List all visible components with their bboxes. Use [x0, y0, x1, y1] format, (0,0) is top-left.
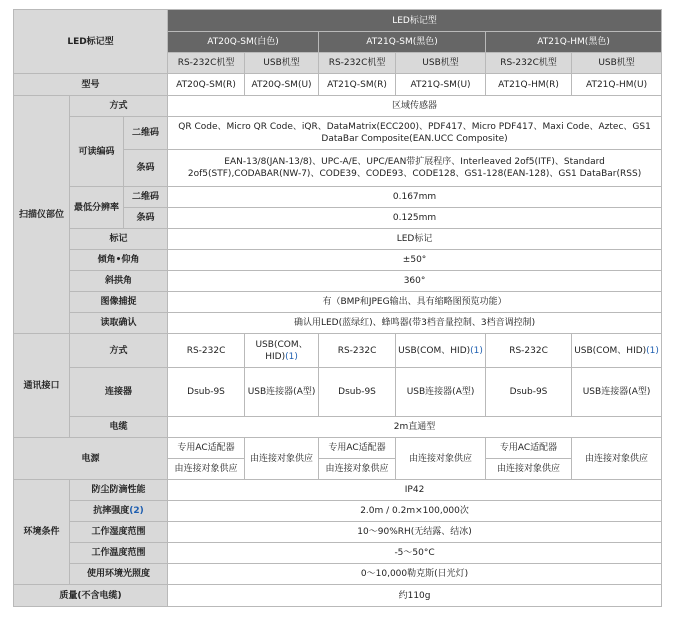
cable-label: 电缆 — [70, 417, 168, 438]
protection-value: IP42 — [168, 480, 662, 501]
model-value: AT20Q-SM(U) — [245, 74, 319, 96]
skew-value: ±50° — [168, 250, 662, 271]
footnote-1: (1) — [646, 345, 659, 356]
marker-value: LED标记 — [168, 229, 662, 250]
temperature-value: -5～50°C — [168, 543, 662, 564]
comm-method-usb — [245, 334, 319, 368]
model-value: AT21Q-SM(R) — [319, 74, 396, 96]
scan-method-value: 区域传感器 — [168, 96, 662, 117]
resolution-label: 最低分辨率 — [70, 187, 124, 229]
comm-method-usb-text: USB(COM、HID) — [398, 345, 471, 356]
env-category: 环境条件 — [14, 480, 70, 585]
subtype-header: USB机型 — [396, 53, 486, 74]
model-header-at21q-hm: AT21Q-HM(黑色) — [486, 32, 662, 53]
connector-usb: USB连接器(A型) — [572, 368, 662, 417]
readable-2d-value: QR Code、Micro QR Code、iQR、DataMatrix(ECC200)、PDF417、Micro PDF417、Maxi Code、Aztec、GS1 DataBar Composite(EAN.UCC Composite) — [168, 117, 662, 150]
humidity-label: 工作湿度范围 — [70, 522, 168, 543]
subtype-header: RS-232C机型 — [319, 53, 396, 74]
resolution-2d-value: 0.167mm — [168, 187, 662, 208]
connector-usb: USB连接器(A型) — [396, 368, 486, 417]
comm-method-usb — [396, 334, 486, 368]
comm-method-usb — [572, 334, 662, 368]
power-label: 电源 — [14, 438, 168, 480]
readable-2d-label: 二维码 — [124, 117, 168, 150]
image-capture-value: 有（BMP和JPEG输出、具有缩略图预览功能） — [168, 292, 662, 313]
comm-method-rs: RS-232C — [319, 334, 396, 368]
comm-method-rs: RS-232C — [486, 334, 572, 368]
corner-header: LED标记型 — [14, 10, 168, 74]
light-value: 0～10,000勒克斯(日光灯) — [168, 564, 662, 585]
drop-value: 2.0m / 0.2m×100,000次 — [168, 501, 662, 522]
connector-label: 连接器 — [70, 368, 168, 417]
power-rs-line1: 专用AC适配器 — [319, 438, 396, 459]
footnote-1: (1) — [285, 351, 298, 362]
resolution-barcode-label: 条码 — [124, 208, 168, 229]
cable-value: 2m直通型 — [168, 417, 662, 438]
subtype-header: RS-232C机型 — [168, 53, 245, 74]
comm-method-rs: RS-232C — [168, 334, 245, 368]
tilt-value: 360° — [168, 271, 662, 292]
image-capture-label: 图像捕捉 — [70, 292, 168, 313]
drop-label — [70, 501, 168, 522]
readable-barcode-value: EAN-13/8(JAN-13/8)、UPC-A/E、UPC/EAN带扩展程序、Interleaved 2of5(ITF)、Standard 2of5(STF),CODABAR(NW-7)、CODE39、CODE93、CODE128、GS1-128(EAN-128)、GS1 DataBar(RSS) — [168, 150, 662, 187]
power-rs-line2: 由连接对象供应 — [168, 459, 245, 480]
readable-codes-label: 可读编码 — [70, 117, 124, 187]
model-value: AT21Q-HM(U) — [572, 74, 662, 96]
mass-value: 约110g — [168, 585, 662, 607]
power-rs-line1: 专用AC适配器 — [486, 438, 572, 459]
connector-usb: USB连接器(A型) — [245, 368, 319, 417]
connector-rs: Dsub-9S — [168, 368, 245, 417]
humidity-value: 10～90%RH(无结露、结冰) — [168, 522, 662, 543]
power-rs-line2: 由连接对象供应 — [486, 459, 572, 480]
scanner-category: 扫描仪部位 — [14, 96, 70, 334]
model-value: AT20Q-SM(R) — [168, 74, 245, 96]
comm-category: 通讯接口 — [14, 334, 70, 438]
comm-method-usb-text: USB(COM、HID) — [574, 345, 647, 356]
marker-label: 标记 — [70, 229, 168, 250]
spec-table-container — [13, 9, 662, 607]
model-header-at21q-sm: AT21Q-SM(黑色) — [319, 32, 486, 53]
light-label: 使用环境光照度 — [70, 564, 168, 585]
tilt-label: 斜拱角 — [70, 271, 168, 292]
model-value: AT21Q-SM(U) — [396, 74, 486, 96]
power-usb: 由连接对象供应 — [245, 438, 319, 480]
power-rs-line2: 由连接对象供应 — [319, 459, 396, 480]
scan-method-label: 方式 — [70, 96, 168, 117]
temperature-label: 工作温度范围 — [70, 543, 168, 564]
footnote-2: (2) — [129, 506, 144, 516]
top-title: LED标记型 — [168, 10, 662, 32]
model-header-at20q-sm: AT20Q-SM(白色) — [168, 32, 319, 53]
read-confirm-value: 确认用LED(蓝绿红)、蜂鸣器(带3档音量控制、3档音调控制) — [168, 313, 662, 334]
readable-barcode-label: 条码 — [124, 150, 168, 187]
model-value: AT21Q-HM(R) — [486, 74, 572, 96]
resolution-2d-label: 二维码 — [124, 187, 168, 208]
subtype-header: RS-232C机型 — [486, 53, 572, 74]
power-usb: 由连接对象供应 — [572, 438, 662, 480]
power-usb: 由连接对象供应 — [396, 438, 486, 480]
protection-label: 防尘防滴性能 — [70, 480, 168, 501]
skew-label: 倾角•仰角 — [70, 250, 168, 271]
subtype-header: USB机型 — [572, 53, 662, 74]
resolution-barcode-value: 0.125mm — [168, 208, 662, 229]
drop-label-text: 抗摔强度 — [93, 506, 130, 516]
read-confirm-label: 读取确认 — [70, 313, 168, 334]
comm-method-usb-text: USB(COM、HID) — [255, 339, 308, 362]
footnote-1: (1) — [470, 345, 483, 356]
comm-method-label: 方式 — [70, 334, 168, 368]
model-row-label: 型号 — [14, 74, 168, 96]
connector-rs: Dsub-9S — [319, 368, 396, 417]
spec-table — [13, 9, 662, 607]
connector-rs: Dsub-9S — [486, 368, 572, 417]
power-rs-line1: 专用AC适配器 — [168, 438, 245, 459]
subtype-header: USB机型 — [245, 53, 319, 74]
mass-label: 质量(不含电缆) — [14, 585, 168, 607]
